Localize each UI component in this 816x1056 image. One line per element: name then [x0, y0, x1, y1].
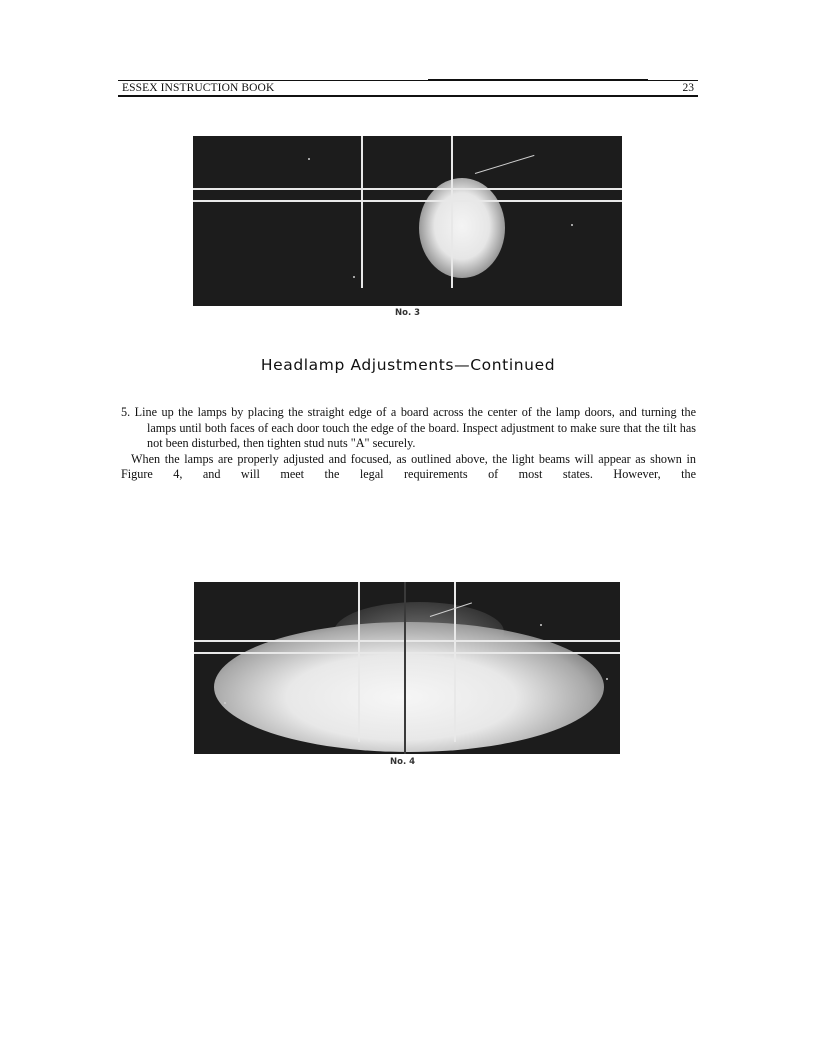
page-header — [118, 80, 698, 97]
center-dark-line — [404, 582, 406, 754]
figure-4-photo — [194, 582, 620, 754]
body-paragraph: When the lamps are properly adjusted and focused, as outlined above, the light beams will appear as shown in Figure 4, and will meet the legal requirements of most states. However, the — [121, 451, 696, 481]
page-number: 23 — [682, 82, 694, 94]
pointer-line — [475, 155, 535, 174]
horizontal-guide-line-lower — [193, 200, 622, 202]
section-heading: Headlamp Adjustments—Continued — [260, 356, 556, 374]
header-bottom-rule — [118, 95, 698, 97]
figure-4-caption: No. 4 — [390, 757, 416, 767]
speck — [308, 158, 310, 160]
figure-3-caption: No. 3 — [395, 308, 421, 318]
instruction-item-5: 5. Line up the lamps by placing the straight edge of a board across the center of the lamp doors, and turning the lamps until both faces of each door touch the edge of the board. Inspect adjustment to make sure that the tilt has not been disturbed, then tighten stud nuts "A" securely. — [121, 405, 696, 450]
headlamp-spot-glow — [419, 178, 505, 278]
header-top-rule-accent — [428, 79, 648, 81]
vertical-guide-line-left — [361, 136, 363, 288]
speck — [606, 678, 608, 680]
speck — [224, 702, 226, 704]
speck — [353, 276, 355, 278]
speck — [540, 624, 542, 626]
vertical-guide-line-right — [454, 582, 456, 742]
figure-3-photo — [193, 136, 622, 306]
horizontal-guide-line-upper — [193, 188, 622, 190]
horizontal-guide-line-upper — [194, 640, 620, 642]
book-title: ESSEX INSTRUCTION BOOK — [122, 82, 275, 94]
speck — [571, 224, 573, 226]
vertical-guide-line-right — [451, 136, 453, 288]
horizontal-guide-line-lower — [194, 652, 620, 654]
body-text — [121, 405, 696, 483]
vertical-guide-line-left — [358, 582, 360, 742]
